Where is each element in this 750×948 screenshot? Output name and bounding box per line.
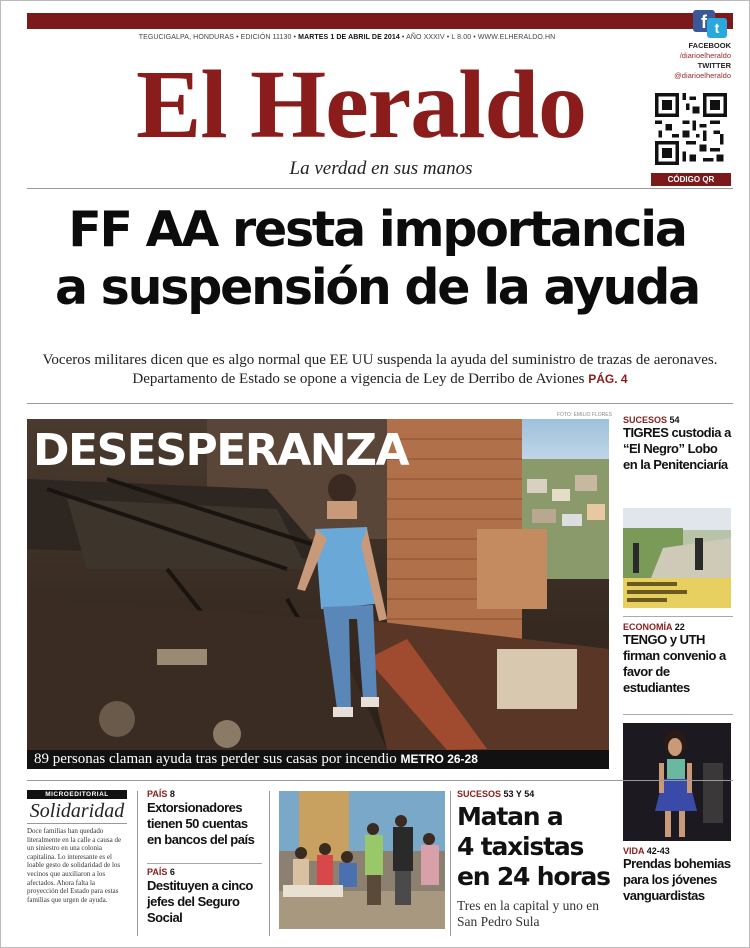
- microeditorial: MICROEDITORIAL Solidaridad Doce familias han quedado literalmente en la calle a causa de un siniestro en una colonia capitalina. Lo interesante es el loable gesto de solidaridad de los vecinos que auxiliaron a los afectados. Ahora falta la proyección del Estado para estas familias que urgen de ayuda.: [27, 790, 127, 904]
- photo-caption: 89 personas claman ayuda tras perder sus casas por incendio METRO 26-28: [27, 750, 609, 769]
- photo-credit: FOTO: EMILIO FLORES: [557, 412, 612, 418]
- facebook-icon[interactable]: f: [693, 10, 715, 32]
- taxi-story-photo[interactable]: [279, 791, 445, 929]
- tagline: La verdad en sus manos: [289, 158, 473, 179]
- divider: [269, 791, 270, 936]
- masthead-logo: El Heraldo: [135, 51, 587, 159]
- lead-headline[interactable]: FF AA resta importancia a suspensión de la ayuda: [54, 201, 700, 316]
- photo-title: DESESPERANZA: [33, 425, 409, 476]
- divider: [450, 791, 451, 936]
- taxi-story[interactable]: SUCESOS 53 Y 54 Matan a 4 taxistas en 24 horas Tres en la capital y uno en San Pedro Sula: [457, 789, 617, 930]
- caption-page-ref[interactable]: METRO 26-28: [400, 752, 478, 766]
- taxi-story-headline: Matan a 4 taxistas en 24 horas: [457, 802, 610, 891]
- sidebar-item-vida[interactable]: VIDA 42-43 Prendas bohemias para los jóvenes vanguardistas: [623, 846, 731, 903]
- divider: [147, 863, 262, 864]
- qr-code-icon[interactable]: [655, 93, 727, 165]
- lead-page-ref[interactable]: PÁG. 4: [588, 372, 628, 386]
- sidebar-item-economia[interactable]: ECONOMÍA 22 TENGO y UTH firman convenio a favor de estudiantes: [623, 622, 726, 695]
- twitter-icon[interactable]: t: [707, 18, 727, 38]
- top-color-bar: [27, 13, 733, 29]
- divider: [623, 616, 733, 617]
- divider: [27, 403, 733, 404]
- divider: [27, 780, 733, 781]
- dateline: TEGUCIGALPA, HONDURAS • EDICIÓN 11130 • MARTES 1 DE ABRIL DE 2014 • AÑO XXXIV • L 8.00 • WWW.ELHERALDO.HN: [138, 34, 556, 41]
- divider: [27, 188, 733, 189]
- sidebar-photo-tigres[interactable]: [623, 508, 733, 608]
- brief-seguro-social[interactable]: PAÍS 6 Destituyen a cinco jefes del Seguro Social: [147, 867, 253, 925]
- lead-deck: Voceros militares dicen que es algo normal que EE UU suspenda la ayuda del suministro de trazas de aeronaves. Departamento de Estado se opone a vigencia de Ley de Derribo de Aviones PÁG. 4: [42, 352, 718, 387]
- sidebar-item-sucesos[interactable]: SUCESOS 54 TIGRES custodia a “El Negro” Lobo en la Penitenciaría: [623, 415, 731, 472]
- divider: [137, 791, 138, 936]
- social-handles: FACEBOOK /diarioelheraldo TWITTER @diarioelheraldo: [674, 41, 731, 80]
- social-icons: [691, 8, 733, 38]
- divider: [623, 714, 733, 715]
- sidebar-photo-vida[interactable]: [623, 723, 733, 841]
- qr-label: CÓDIGO QR: [651, 173, 731, 186]
- brief-extorsionadores[interactable]: PAÍS 8 Extorsionadores tienen 50 cuentas en bancos del país: [147, 789, 255, 847]
